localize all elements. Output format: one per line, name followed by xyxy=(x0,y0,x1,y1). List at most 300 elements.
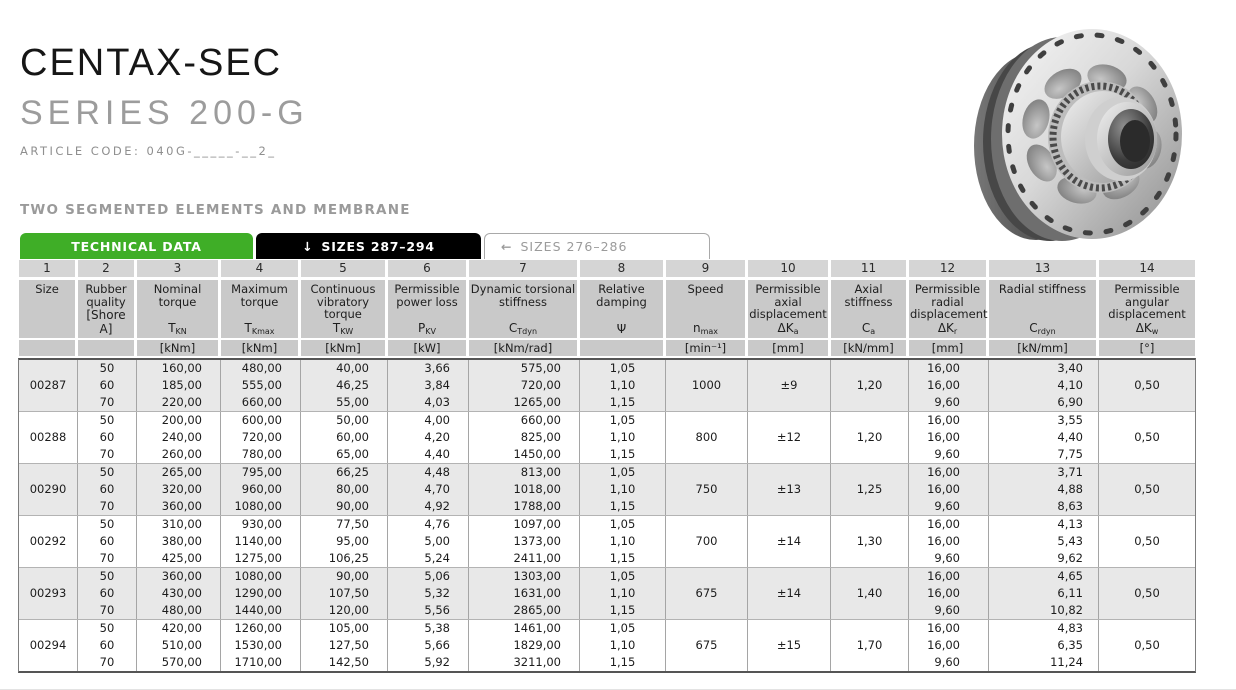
size-block-00294 xyxy=(19,620,1195,671)
cell-relative-damping: 1,05 xyxy=(580,412,666,429)
cell-axial-stiffness xyxy=(831,602,909,619)
cell-rubber-quality: 70 xyxy=(78,550,137,567)
cell-size xyxy=(19,446,78,463)
cell-radial-stiffness: 4,13 xyxy=(989,516,1099,533)
cell-axial-displacement xyxy=(748,654,831,671)
cell-nominal-torque: 310,00 xyxy=(137,516,221,533)
column-units-row xyxy=(18,340,1196,356)
cell-relative-damping: 1,10 xyxy=(580,429,666,446)
column-header-relative-damping: Relative damping Ψ xyxy=(580,280,666,338)
column-unit: [mm] xyxy=(748,340,831,356)
table-row xyxy=(19,446,1195,463)
cell-rubber-quality: 50 xyxy=(78,464,137,481)
cell-axial-stiffness xyxy=(831,412,909,429)
cell-nominal-torque: 380,00 xyxy=(137,533,221,550)
cell-angular-displacement: 0,50 xyxy=(1134,430,1160,444)
cell-power-loss: 4,00 xyxy=(388,412,469,429)
cell-angular-displacement: 0,50 xyxy=(1134,534,1160,548)
cell-radial-stiffness: 10,82 xyxy=(989,602,1099,619)
table-row xyxy=(19,377,1195,394)
table-row xyxy=(19,464,1195,481)
column-unit xyxy=(19,340,78,356)
cell-size xyxy=(19,568,78,585)
cell-relative-damping: 1,05 xyxy=(580,620,666,637)
cell-torsional-stiffness: 1373,00 xyxy=(469,533,580,550)
tab-bar xyxy=(20,233,710,259)
cell-nominal-torque: 360,00 xyxy=(137,498,221,515)
cell-axial-stiffness: 1,20 xyxy=(831,429,909,446)
cell-axial-displacement xyxy=(748,498,831,515)
cell-radial-displacement: 16,00 xyxy=(909,620,989,637)
cell-nominal-torque: 200,00 xyxy=(137,412,221,429)
cell-radial-stiffness: 4,83 xyxy=(989,620,1099,637)
tab-label: SIZES 287–294 xyxy=(321,238,435,254)
column-unit: [kNm] xyxy=(137,340,221,356)
cell-radial-stiffness: 3,71 xyxy=(989,464,1099,481)
cell-relative-damping: 1,15 xyxy=(580,654,666,671)
cell-radial-displacement: 16,00 xyxy=(909,568,989,585)
cell-axial-displacement: ±14 xyxy=(748,585,831,602)
cell-vibratory-torque: 65,00 xyxy=(301,446,388,463)
cell-nominal-torque: 420,00 xyxy=(137,620,221,637)
column-unit: [min⁻¹] xyxy=(666,340,748,356)
column-unit: [kNm] xyxy=(221,340,301,356)
cell-radial-displacement: 9,60 xyxy=(909,446,989,463)
cell-maximum-torque: 1080,00 xyxy=(221,568,301,585)
cell-angular-displacement: 0,50 xyxy=(1134,638,1160,652)
column-header-vibratory-torque: Continuous vibratory torque $T_{KW}$ xyxy=(301,280,388,338)
cell-angular-displacement xyxy=(1099,498,1195,515)
cell-relative-damping: 1,15 xyxy=(580,498,666,515)
cell-relative-damping: 1,05 xyxy=(580,360,666,377)
cell-vibratory-torque: 55,00 xyxy=(301,394,388,411)
table-row xyxy=(19,637,1195,654)
cell-axial-displacement xyxy=(748,464,831,481)
cell-torsional-stiffness: 1265,00 xyxy=(469,394,580,411)
column-number: 4 xyxy=(221,260,301,277)
cell-maximum-torque: 1290,00 xyxy=(221,585,301,602)
table-row xyxy=(19,602,1195,619)
cell-radial-stiffness: 11,24 xyxy=(989,654,1099,671)
cell-radial-stiffness: 6,11 xyxy=(989,585,1099,602)
page-subtitle: SERIES 200-G xyxy=(20,94,309,132)
column-number: 3 xyxy=(137,260,221,277)
cell-vibratory-torque: 142,50 xyxy=(301,654,388,671)
cell-relative-damping: 1,10 xyxy=(580,585,666,602)
cell-speed xyxy=(666,602,748,619)
column-header-rubber-quality: Rubber quality [Shore A] xyxy=(78,280,137,338)
cell-radial-displacement: 9,60 xyxy=(909,498,989,515)
column-number: 12 xyxy=(909,260,989,277)
size-block-00292 xyxy=(19,516,1195,568)
cell-torsional-stiffness: 1450,00 xyxy=(469,446,580,463)
cell-axial-displacement xyxy=(748,446,831,463)
cell-axial-stiffness xyxy=(831,464,909,481)
cell-size xyxy=(19,498,78,515)
cell-maximum-torque: 1530,00 xyxy=(221,637,301,654)
cell-angular-displacement: 0,50 xyxy=(1134,482,1160,496)
cell-axial-stiffness xyxy=(831,360,909,377)
cell-speed xyxy=(666,412,748,429)
cell-angular-displacement xyxy=(1099,360,1195,377)
column-unit: [°] xyxy=(1099,340,1195,356)
cell-axial-displacement xyxy=(748,568,831,585)
column-numbers-row xyxy=(18,260,1196,277)
cell-torsional-stiffness: 2865,00 xyxy=(469,602,580,619)
column-number: 14 xyxy=(1099,260,1195,277)
cell-maximum-torque: 1440,00 xyxy=(221,602,301,619)
cell-size xyxy=(19,394,78,411)
cell-size xyxy=(19,550,78,567)
cell-relative-damping: 1,05 xyxy=(580,464,666,481)
cell-vibratory-torque: 50,00 xyxy=(301,412,388,429)
column-header-radial-displacement: Permissible radial displacement $\Delta K_r$ xyxy=(910,282,988,336)
cell-rubber-quality: 50 xyxy=(78,412,137,429)
size-block-00287 xyxy=(19,360,1195,412)
cell-size: 00290 xyxy=(19,481,78,498)
cell-axial-stiffness: 1,70 xyxy=(831,637,909,654)
cell-angular-displacement xyxy=(1099,394,1195,411)
table-row xyxy=(19,533,1195,550)
column-unit xyxy=(78,340,137,356)
column-unit: [kN/mm] xyxy=(831,340,909,356)
cell-power-loss: 5,00 xyxy=(388,533,469,550)
cell-radial-stiffness: 3,40 xyxy=(989,360,1099,377)
cell-speed: 675 xyxy=(666,585,748,602)
cell-speed xyxy=(666,464,748,481)
cell-radial-displacement: 16,00 xyxy=(909,464,989,481)
cell-speed xyxy=(666,620,748,637)
cell-angular-displacement xyxy=(1099,446,1195,463)
cell-radial-displacement: 16,00 xyxy=(909,516,989,533)
column-number: 7 xyxy=(469,260,580,277)
cell-axial-displacement xyxy=(748,620,831,637)
cell-size xyxy=(19,360,78,377)
cell-relative-damping: 1,15 xyxy=(580,550,666,567)
cell-maximum-torque: 1140,00 xyxy=(221,533,301,550)
cell-nominal-torque: 360,00 xyxy=(137,568,221,585)
table-row xyxy=(19,360,1195,377)
cell-vibratory-torque: 95,00 xyxy=(301,533,388,550)
cell-power-loss: 4,03 xyxy=(388,394,469,411)
cell-torsional-stiffness: 1097,00 xyxy=(469,516,580,533)
cell-axial-stiffness xyxy=(831,516,909,533)
cell-nominal-torque: 265,00 xyxy=(137,464,221,481)
cell-radial-stiffness: 6,90 xyxy=(989,394,1099,411)
column-header-size: Size xyxy=(19,280,78,338)
cell-radial-stiffness: 4,65 xyxy=(989,568,1099,585)
cell-maximum-torque: 1275,00 xyxy=(221,550,301,567)
tab-technical-data[interactable] xyxy=(20,233,253,259)
table-row xyxy=(19,429,1195,446)
section-heading: TWO SEGMENTED ELEMENTS AND MEMBRANE xyxy=(20,202,411,218)
cell-size xyxy=(19,654,78,671)
page-title: CENTAX-SEC xyxy=(20,42,283,84)
column-unit: [kW] xyxy=(388,340,469,356)
cell-maximum-torque: 720,00 xyxy=(221,429,301,446)
cell-rubber-quality: 70 xyxy=(78,498,137,515)
table-row xyxy=(19,568,1195,585)
cell-radial-displacement: 9,60 xyxy=(909,394,989,411)
cell-relative-damping: 1,05 xyxy=(580,516,666,533)
cell-radial-displacement: 9,60 xyxy=(909,602,989,619)
cell-speed xyxy=(666,498,748,515)
cell-size: 00288 xyxy=(19,429,78,446)
cell-speed: 675 xyxy=(666,637,748,654)
cell-axial-displacement xyxy=(748,412,831,429)
cell-power-loss: 4,20 xyxy=(388,429,469,446)
cell-axial-stiffness xyxy=(831,498,909,515)
cell-size xyxy=(19,516,78,533)
column-header-axial-stiffness: Axial stiffness $C_a$ xyxy=(831,280,909,338)
cell-power-loss: 5,24 xyxy=(388,550,469,567)
cell-radial-stiffness: 7,75 xyxy=(989,446,1099,463)
cell-vibratory-torque: 105,00 xyxy=(301,620,388,637)
cell-axial-stiffness xyxy=(831,550,909,567)
cell-rubber-quality: 70 xyxy=(78,394,137,411)
cell-radial-stiffness: 3,55 xyxy=(989,412,1099,429)
cell-axial-displacement: ±13 xyxy=(748,481,831,498)
cell-vibratory-torque: 90,00 xyxy=(301,498,388,515)
cell-axial-stiffness: 1,20 xyxy=(831,377,909,394)
cell-size: 00287 xyxy=(19,377,78,394)
cell-rubber-quality: 50 xyxy=(78,516,137,533)
cell-relative-damping: 1,15 xyxy=(580,602,666,619)
cell-speed xyxy=(666,550,748,567)
column-number: 5 xyxy=(301,260,388,277)
cell-radial-stiffness: 8,63 xyxy=(989,498,1099,515)
column-number: 13 xyxy=(989,260,1099,277)
table-row xyxy=(19,654,1195,671)
tab-label: TECHNICAL DATA xyxy=(71,238,202,254)
cell-angular-displacement xyxy=(1099,620,1195,637)
cell-rubber-quality: 60 xyxy=(78,637,137,654)
cell-power-loss: 5,38 xyxy=(388,620,469,637)
cell-size: 00292 xyxy=(19,533,78,550)
cell-power-loss: 5,56 xyxy=(388,602,469,619)
cell-torsional-stiffness: 1018,00 xyxy=(469,481,580,498)
cell-vibratory-torque: 66,25 xyxy=(301,464,388,481)
cell-vibratory-torque: 40,00 xyxy=(301,360,388,377)
cell-power-loss: 4,48 xyxy=(388,464,469,481)
column-number: 1 xyxy=(19,260,78,277)
cell-rubber-quality: 70 xyxy=(78,446,137,463)
cell-axial-stiffness: 1,40 xyxy=(831,585,909,602)
cell-maximum-torque: 780,00 xyxy=(221,446,301,463)
cell-angular-displacement xyxy=(1099,464,1195,481)
cell-nominal-torque: 240,00 xyxy=(137,429,221,446)
cell-vibratory-torque: 90,00 xyxy=(301,568,388,585)
cell-torsional-stiffness: 575,00 xyxy=(469,360,580,377)
cell-speed: 750 xyxy=(666,481,748,498)
cell-size xyxy=(19,412,78,429)
cell-nominal-torque: 185,00 xyxy=(137,377,221,394)
cell-nominal-torque: 260,00 xyxy=(137,446,221,463)
cell-nominal-torque: 430,00 xyxy=(137,585,221,602)
cell-relative-damping: 1,10 xyxy=(580,533,666,550)
cell-radial-displacement: 16,00 xyxy=(909,429,989,446)
cell-axial-stiffness: 1,30 xyxy=(831,533,909,550)
cell-rubber-quality: 60 xyxy=(78,533,137,550)
column-unit: [mm] xyxy=(909,340,989,356)
cell-maximum-torque: 600,00 xyxy=(221,412,301,429)
cell-rubber-quality: 50 xyxy=(78,360,137,377)
cell-torsional-stiffness: 1303,00 xyxy=(469,568,580,585)
cell-vibratory-torque: 120,00 xyxy=(301,602,388,619)
size-block-00288 xyxy=(19,412,1195,464)
cell-size: 00293 xyxy=(19,585,78,602)
cell-vibratory-torque: 46,25 xyxy=(301,377,388,394)
cell-radial-stiffness: 6,35 xyxy=(989,637,1099,654)
cell-rubber-quality: 50 xyxy=(78,620,137,637)
cell-speed xyxy=(666,394,748,411)
column-number: 8 xyxy=(580,260,666,277)
cell-relative-damping: 1,10 xyxy=(580,377,666,394)
cell-power-loss: 5,66 xyxy=(388,637,469,654)
table-row xyxy=(19,394,1195,411)
cell-maximum-torque: 1710,00 xyxy=(221,654,301,671)
cell-torsional-stiffness: 1461,00 xyxy=(469,620,580,637)
cell-torsional-stiffness: 825,00 xyxy=(469,429,580,446)
cell-maximum-torque: 555,00 xyxy=(221,377,301,394)
cell-speed: 700 xyxy=(666,533,748,550)
cell-power-loss: 4,76 xyxy=(388,516,469,533)
table-row xyxy=(19,550,1195,567)
technical-data-table xyxy=(18,260,1196,673)
cell-torsional-stiffness: 3211,00 xyxy=(469,654,580,671)
cell-nominal-torque: 480,00 xyxy=(137,602,221,619)
cell-axial-displacement xyxy=(748,602,831,619)
cell-power-loss: 5,92 xyxy=(388,654,469,671)
table-row xyxy=(19,620,1195,637)
cell-axial-displacement xyxy=(748,360,831,377)
cell-nominal-torque: 160,00 xyxy=(137,360,221,377)
cell-axial-stiffness xyxy=(831,394,909,411)
column-unit xyxy=(580,340,666,356)
cell-angular-displacement xyxy=(1099,516,1195,533)
cell-torsional-stiffness: 720,00 xyxy=(469,377,580,394)
cell-speed xyxy=(666,516,748,533)
cell-power-loss: 3,66 xyxy=(388,360,469,377)
cell-angular-displacement xyxy=(1099,654,1195,671)
cell-relative-damping: 1,15 xyxy=(580,394,666,411)
cell-nominal-torque: 220,00 xyxy=(137,394,221,411)
cell-speed: 1000 xyxy=(666,377,748,394)
cell-axial-displacement: ±12 xyxy=(748,429,831,446)
size-block-00293 xyxy=(19,568,1195,620)
cell-maximum-torque: 1260,00 xyxy=(221,620,301,637)
cell-vibratory-torque: 107,50 xyxy=(301,585,388,602)
cell-axial-stiffness xyxy=(831,620,909,637)
cell-axial-displacement: ±14 xyxy=(748,533,831,550)
cell-angular-displacement xyxy=(1099,602,1195,619)
cell-nominal-torque: 510,00 xyxy=(137,637,221,654)
column-header-radial-stiffness: Radial stiffness $C_{rdyn}$ xyxy=(989,280,1099,338)
cell-speed xyxy=(666,360,748,377)
cell-size: 00294 xyxy=(19,637,78,654)
cell-radial-displacement: 9,60 xyxy=(909,654,989,671)
title-block xyxy=(20,42,309,158)
column-headers-row xyxy=(18,280,1196,338)
column-number: 9 xyxy=(666,260,748,277)
cell-radial-stiffness: 5,43 xyxy=(989,533,1099,550)
cell-relative-damping: 1,15 xyxy=(580,446,666,463)
cell-maximum-torque: 960,00 xyxy=(221,481,301,498)
column-header-maximum-torque: Maximum torque $T_{Kmax}$ xyxy=(221,280,301,338)
cell-power-loss: 3,84 xyxy=(388,377,469,394)
cell-angular-displacement xyxy=(1099,550,1195,567)
cell-relative-damping: 1,05 xyxy=(580,568,666,585)
cell-rubber-quality: 60 xyxy=(78,377,137,394)
cell-size xyxy=(19,620,78,637)
cell-angular-displacement xyxy=(1099,412,1195,429)
table-body xyxy=(18,358,1196,673)
cell-axial-displacement: ±9 xyxy=(748,377,831,394)
cell-radial-stiffness: 9,62 xyxy=(989,550,1099,567)
column-header-torsional-stiffness: Dynamic torsional stiffness $C_{Tdyn}$ xyxy=(469,280,580,338)
cell-vibratory-torque: 80,00 xyxy=(301,481,388,498)
column-number: 6 xyxy=(388,260,469,277)
cell-speed: 800 xyxy=(666,429,748,446)
cell-power-loss: 4,70 xyxy=(388,481,469,498)
column-header-axial-displacement: Permissible axial displacement $\Delta K_a$ xyxy=(748,280,831,338)
cell-rubber-quality: 70 xyxy=(78,602,137,619)
cell-power-loss: 5,06 xyxy=(388,568,469,585)
tab-sizes-276-286[interactable] xyxy=(484,233,710,259)
cell-torsional-stiffness: 2411,00 xyxy=(469,550,580,567)
cell-vibratory-torque: 127,50 xyxy=(301,637,388,654)
cell-radial-displacement: 16,00 xyxy=(909,481,989,498)
column-number: 11 xyxy=(831,260,909,277)
cell-size xyxy=(19,464,78,481)
cell-vibratory-torque: 106,25 xyxy=(301,550,388,567)
cell-rubber-quality: 70 xyxy=(78,654,137,671)
table-row xyxy=(19,498,1195,515)
cell-torsional-stiffness: 1829,00 xyxy=(469,637,580,654)
cell-axial-stiffness xyxy=(831,446,909,463)
cell-speed xyxy=(666,446,748,463)
column-unit: [kN/mm] xyxy=(989,340,1099,356)
cell-axial-stiffness xyxy=(831,568,909,585)
cell-speed xyxy=(666,654,748,671)
column-unit: [kNm] xyxy=(301,340,388,356)
cell-angular-displacement xyxy=(1099,568,1195,585)
cell-relative-damping: 1,10 xyxy=(580,637,666,654)
cell-relative-damping: 1,10 xyxy=(580,481,666,498)
cell-radial-stiffness: 4,40 xyxy=(989,429,1099,446)
cell-axial-displacement: ±15 xyxy=(748,637,831,654)
table-row xyxy=(19,516,1195,533)
table-row xyxy=(19,481,1195,498)
column-header-power-loss: Permissible power loss $P_{KV}$ xyxy=(388,280,469,338)
cell-radial-displacement: 16,00 xyxy=(909,377,989,394)
cell-nominal-torque: 570,00 xyxy=(137,654,221,671)
arrow-down-icon: ↓ xyxy=(302,238,314,254)
tab-sizes-287-294[interactable] xyxy=(256,233,481,259)
column-unit: [kNm/rad] xyxy=(469,340,580,356)
cell-axial-displacement xyxy=(748,394,831,411)
cell-radial-displacement: 16,00 xyxy=(909,585,989,602)
column-header-angular-displacement: Permissible angular displacement $\Delta K_w$ xyxy=(1099,280,1195,338)
cell-maximum-torque: 660,00 xyxy=(221,394,301,411)
cell-vibratory-torque: 60,00 xyxy=(301,429,388,446)
cell-axial-stiffness: 1,25 xyxy=(831,481,909,498)
tab-label: SIZES 276–286 xyxy=(520,239,628,254)
cell-rubber-quality: 60 xyxy=(78,585,137,602)
cell-vibratory-torque: 77,50 xyxy=(301,516,388,533)
cell-maximum-torque: 795,00 xyxy=(221,464,301,481)
cell-radial-displacement: 16,00 xyxy=(909,412,989,429)
